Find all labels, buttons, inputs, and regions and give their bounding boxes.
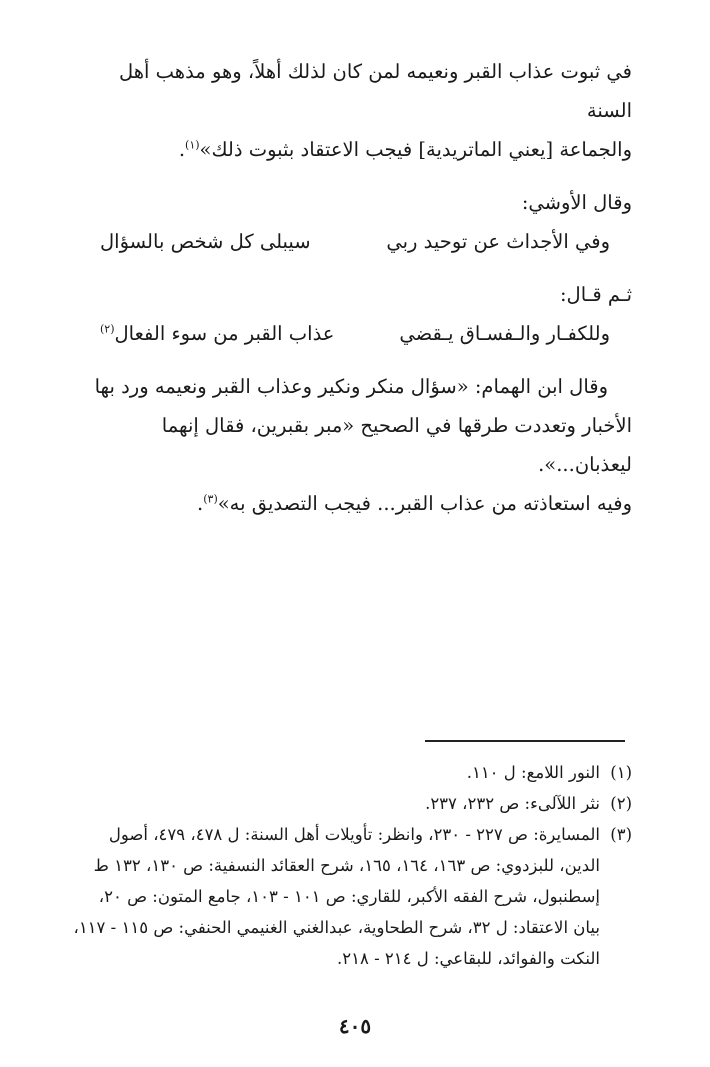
paragraph-2-line-3: وفيه استعاذته من عذاب القبر... فيجب التصديق به»$^{(٣)}$. (197, 492, 632, 515)
main-text (70, 52, 632, 523)
verse-2-second-hemistich: عذاب القبر من سوء الفعال$^{(٢)}$ (100, 322, 335, 345)
paragraph-2-line-1: وقال ابن الهمام: «سؤال منكر ونكير وعذاب القبر ونعيمه ورد بها (94, 375, 608, 398)
verse-1-first-hemistich: وفي الأجداث عن توحيد ربي (386, 230, 610, 253)
paragraph-1-line-2: والجماعة [يعني الماتريدية] فيجب الاعتقاد بثبوت ذلك»$^{(١)}$. (178, 138, 632, 161)
paragraph-2-line-2: الأخبار وتعددت طرقها في الصحيح «مبر بقبرين، فقال إنهما ليعذبان...». (161, 414, 632, 476)
footnote-number: (٢) (610, 794, 632, 813)
verse-line-1 (70, 222, 632, 261)
footnote-2 (70, 788, 632, 819)
footnote-3 (70, 819, 632, 974)
footnote-ref-3[interactable]: (٣) (203, 492, 218, 506)
footnote-text: النور اللامع: ل ١١٠. (466, 763, 600, 782)
footnote-text: المسايرة: ص ٢٢٧ - ٢٣٠، وانظر: تأويلات أهل السنة: ل ٤٧٨، ٤٧٩، أصول الدين، للبزدوي: ص ١٦٣، ١٦٤، ١٦٥، شرح العقائد النسفية: ص ١٣٠، ١٣٢ ط إسطنبول، شرح الفقه الأكبر، للقاري: ص ١٠١ - ١٠٣، جامع المتون: ص ٢٠، بيان الاعتقاد: ل ٣٢، شرح الطحاوية، عبدالغني الغنيمي الحنفي: ص ١١٥ - ١١٧، النكت والفوائد، للبقاعي: ل ٢١٤ - ٢١٨. (73, 825, 600, 968)
verse-2-first-hemistich: وللكفـار والـفسـاق يـقضي (399, 322, 610, 345)
page-number: ٤٠٥ (338, 1014, 372, 1038)
footnote-separator (425, 740, 625, 742)
footnote-ref-2[interactable]: (٢) (100, 322, 115, 336)
verse-intro-2: ثـم قـال: (559, 283, 632, 306)
footnote-text: نثر اللآلىء: ص ٢٣٢، ٢٣٧. (425, 794, 600, 813)
verse-line-2 (70, 314, 632, 353)
paragraph-1-line-1: في ثبوت عذاب القبر ونعيمه لمن كان لذلك أهلاً، وهو مذهب أهل السنة (118, 60, 632, 122)
verse-1-second-hemistich: سيبلى كل شخص بالسؤال (100, 230, 311, 253)
footnote-number: (١) (610, 763, 632, 782)
footnote-number: (٣) (610, 825, 632, 844)
footnote-ref-1[interactable]: (١) (185, 138, 200, 152)
footnote-1 (70, 757, 632, 788)
footnotes (70, 757, 632, 974)
verse-intro-1: وقال الأوشي: (521, 191, 632, 214)
